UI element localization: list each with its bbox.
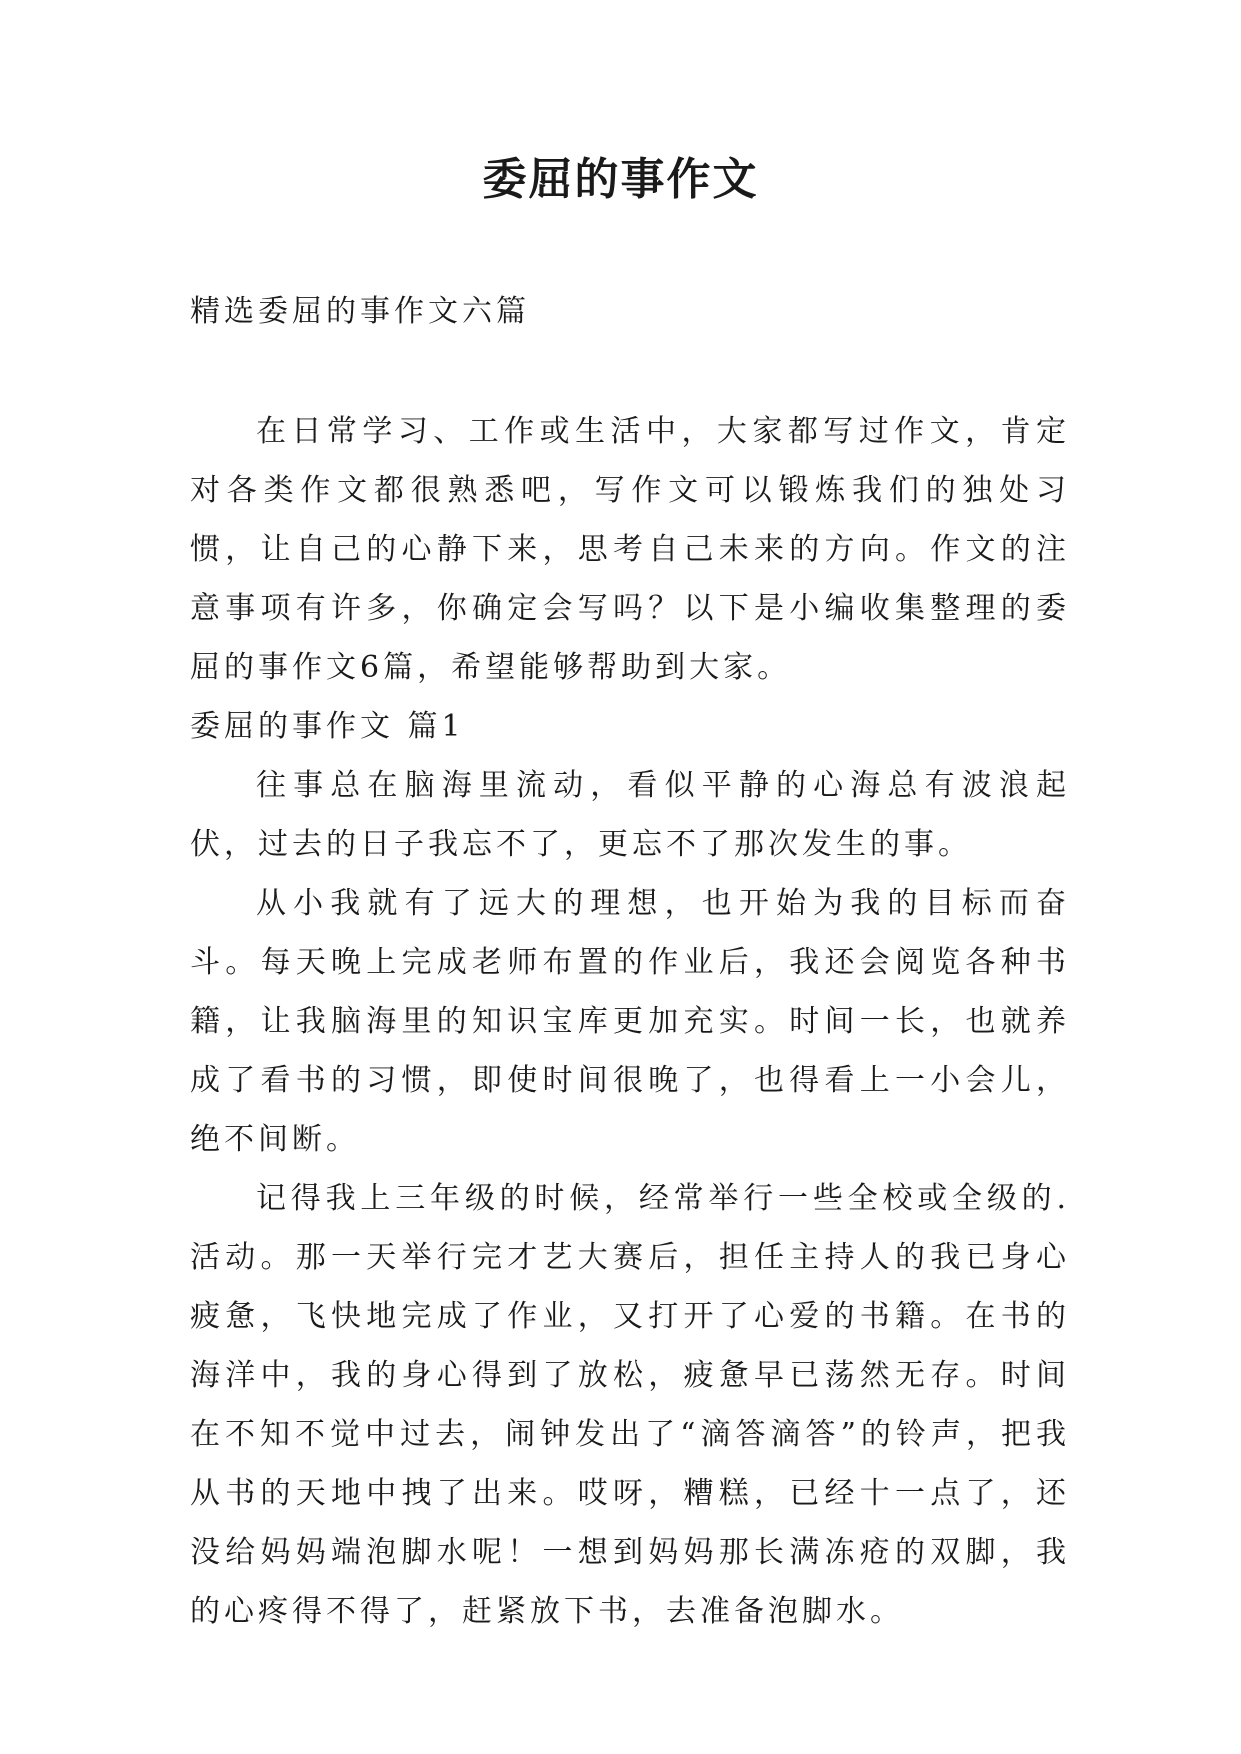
- document-body: [190, 402, 1070, 1641]
- document-subtitle: 精选委屈的事作文六篇: [190, 294, 530, 329]
- body-paragraph: 从小我就有了远大的理想，也开始为我的目标而奋斗。每天晚上完成老师布置的作业后，我还会阅览各种书籍，让我脑海里的知识宝库更加充实。时间一长，也就养成了看书的习惯，即使时间很晚了，也得看上一小会儿，绝不间断。: [190, 886, 1070, 1157]
- document-title: 委屈的事作文: [482, 154, 759, 205]
- body-paragraph: 记得我上三年级的时候，经常举行一些全校或全级的.活动。那一天举行完才艺大赛后，担任主持人的我已身心疲惫，飞快地完成了作业，又打开了心爱的书籍。在书的海洋中，我的身心得到了放松，疲惫早已荡然无存。时间在不知不觉中过去，闹钟发出了“滴答滴答”的铃声，把我从书的天地中拽了出来。哎呀，糟糕，已经十一点了，还没给妈妈端泡脚水呢！一想到妈妈那长满冻疮的双脚，我的心疼得不得了，赶紧放下书，去准备泡脚水。: [190, 1181, 1070, 1629]
- section-heading: 委屈的事作文 篇1: [190, 709, 465, 744]
- intro-paragraph: 在日常学习、工作或生活中，大家都写过作文，肯定对各类作文都很熟悉吧，写作文可以锻炼我们的独处习惯，让自己的心静下来，思考自己未来的方向。作文的注意事项有许多，你确定会写吗？以下是小编收集整理的委屈的事作文6篇，希望能够帮助到大家。: [190, 414, 1070, 685]
- body-paragraph: 往事总在脑海里流动，看似平静的心海总有波浪起伏，过去的日子我忘不了，更忘不了那次发生的事。: [190, 768, 1070, 862]
